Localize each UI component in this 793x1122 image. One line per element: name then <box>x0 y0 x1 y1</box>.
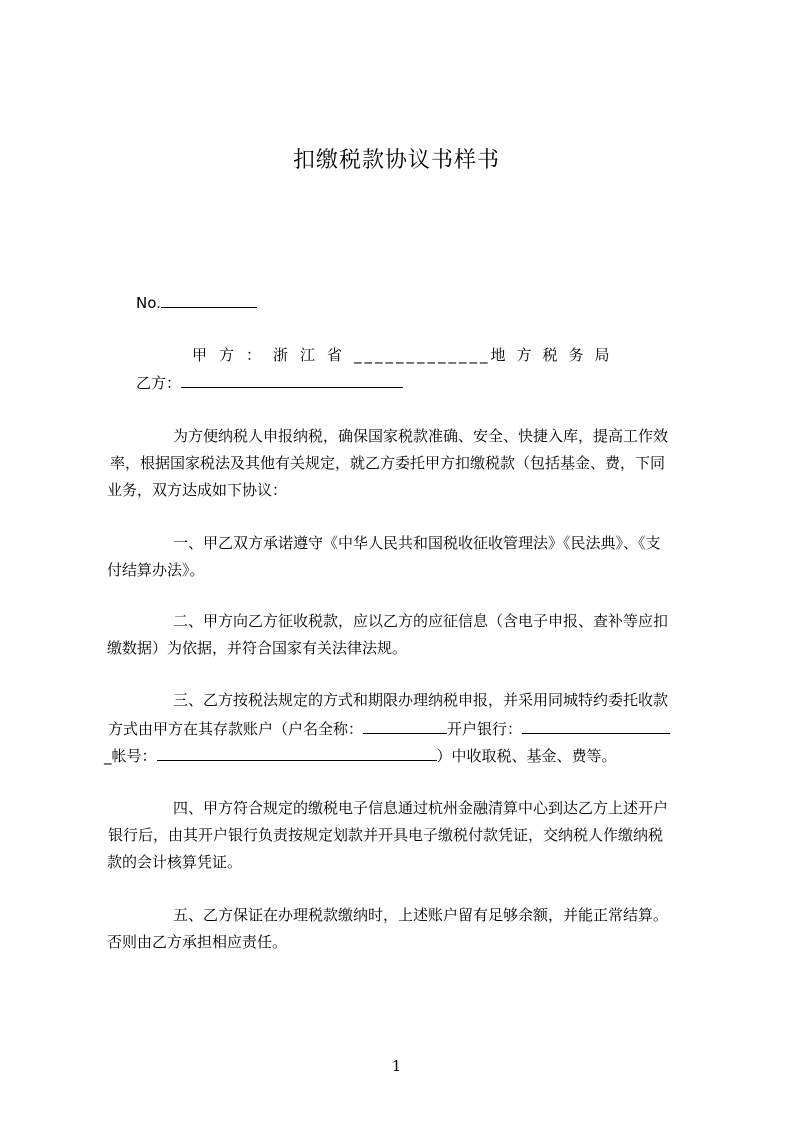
account-name-label: 方式由甲方在其存款账户（户名全称： <box>108 720 364 738</box>
clause-line: 付结算办法》。 <box>107 561 205 579</box>
bank-blank <box>522 718 670 734</box>
account-number-label: _帐号： <box>104 747 157 765</box>
account-number-suffix: ）中收取税、基金、费等。 <box>436 747 617 765</box>
page-number: 1 <box>391 1057 402 1075</box>
clause-line: 缴数据）为依据，并符合国家有关法律法规。 <box>107 639 408 657</box>
account-number-blank <box>157 745 437 761</box>
clause-line: 二、甲方向乙方征收税款，应以乙方的应征信息（含电子申报、查补等应扣 <box>173 612 669 630</box>
no-field <box>136 292 257 313</box>
clause-line: 银行后，由其开户银行负责按规定划款并开具电子缴税付款凭证，交纳税人作缴纳税 <box>108 826 664 844</box>
party-b-line <box>136 372 403 393</box>
party-a-suffix: 地方税务局 <box>490 346 621 364</box>
clause-line: 四、甲方符合规定的缴税电子信息通过杭州金融清算中心到达乙方上述开户 <box>173 799 669 817</box>
account-name-blank <box>363 718 447 734</box>
party-a-blank: _____________ <box>354 346 491 364</box>
bank-label: 开户银行： <box>447 720 523 738</box>
clause-line: 三、乙方按税法规定的方式和期限办理纳税申报，并采用同城特约委托收款 <box>173 691 669 709</box>
no-label: No. <box>136 294 161 312</box>
party-b-label: 乙方： <box>136 374 182 392</box>
intro-line: 率，根据国家税法及其他有关规定，就乙方委托甲方扣缴税款（包括基金、费，下同 <box>110 454 666 472</box>
account-name-line <box>108 718 670 739</box>
clause-line: 否则由乙方承担相应责任。 <box>107 933 288 951</box>
party-a-label: 甲方：浙江省 <box>192 346 355 364</box>
party-b-blank <box>181 372 403 388</box>
clause-line: 款的会计核算凭证。 <box>107 853 243 871</box>
intro-line: 为方便纳税人申报纳税，确保国家税款准确、安全、快捷入库，提高工作效 <box>173 427 669 445</box>
clause-line: 五、乙方保证在办理税款缴纳时，上述账户留有足够余额，并能正常结算。 <box>173 906 669 924</box>
intro-line: 业务，双方达成如下协议： <box>107 481 288 499</box>
document-title: 扣缴税款协议书样书 <box>292 148 500 173</box>
no-blank <box>161 292 257 308</box>
clause-line: 一、甲乙双方承诺遵守《中华人民共和国税收征收管理法》《民法典》、《支 <box>173 534 661 552</box>
party-a-line <box>192 345 702 365</box>
account-number-line <box>104 745 617 766</box>
